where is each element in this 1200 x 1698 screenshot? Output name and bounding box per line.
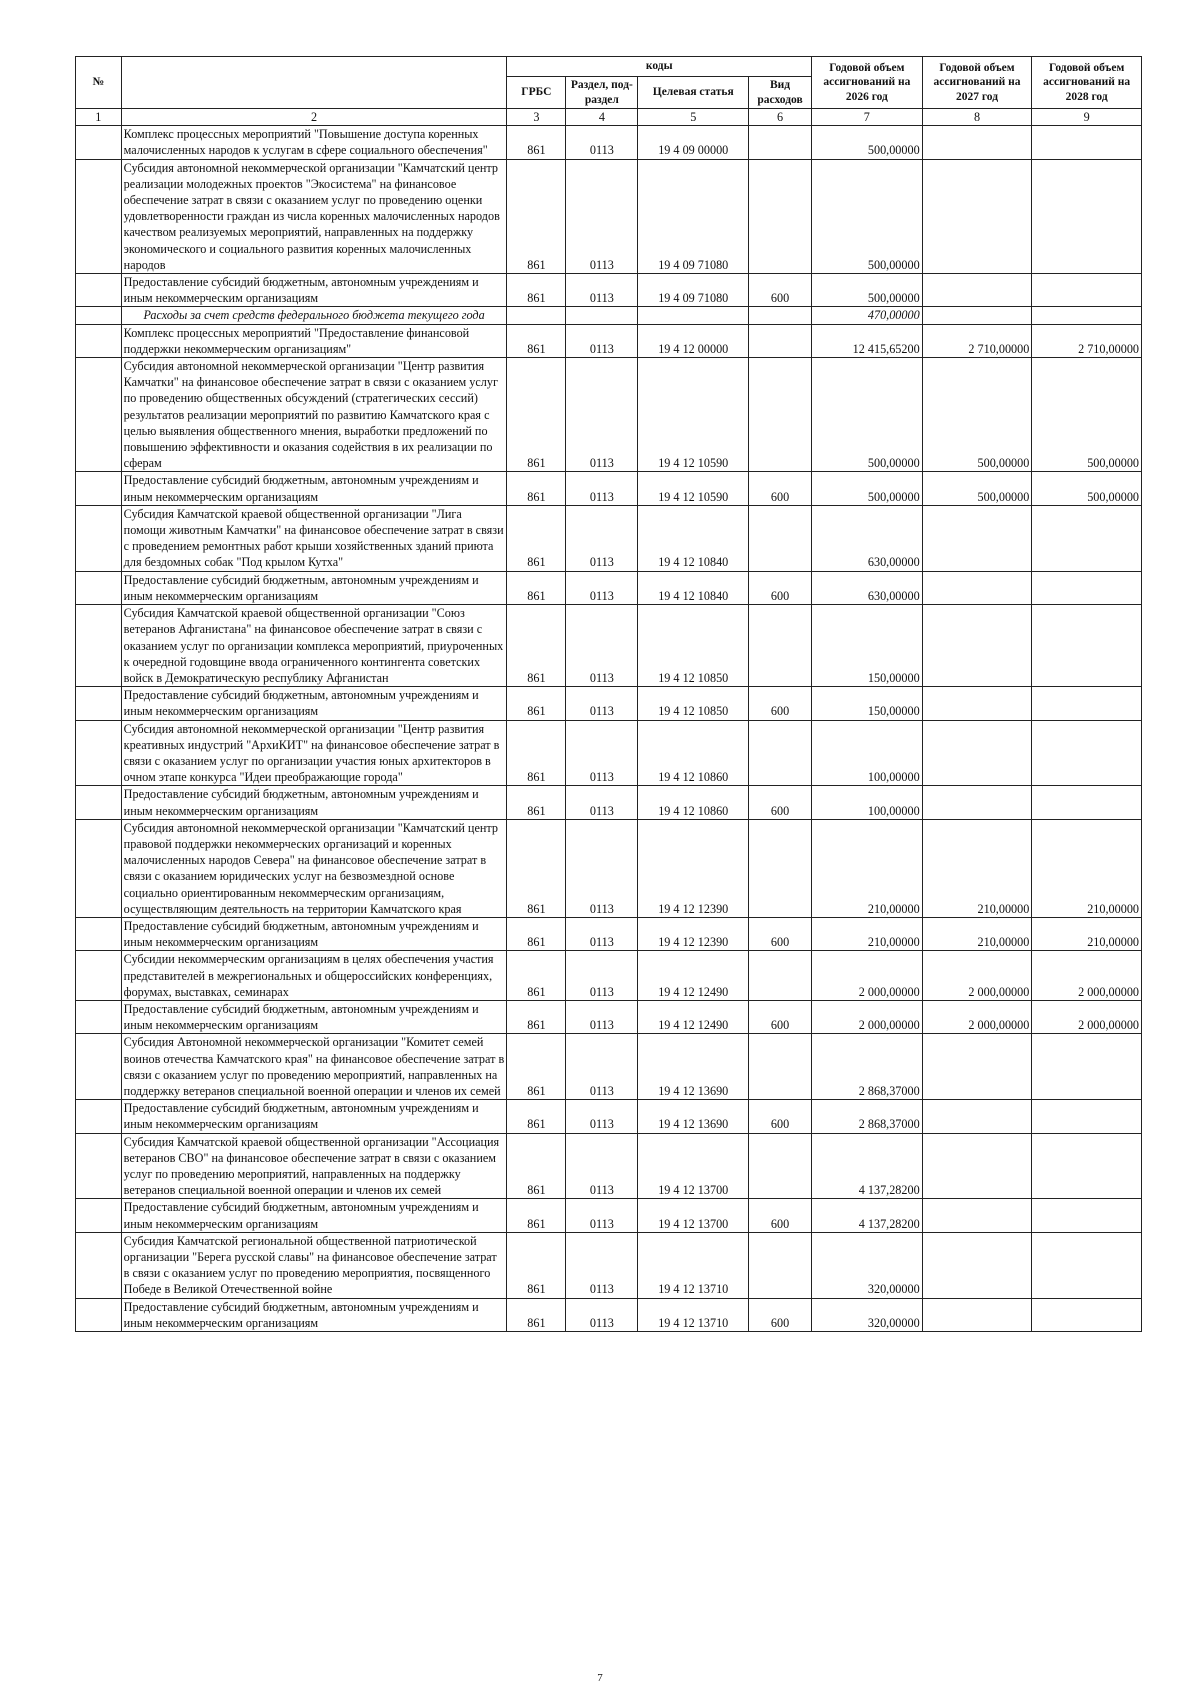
page-number: 7 [597,1672,603,1684]
column-number: 9 [1032,109,1142,126]
row-amount-2028: 210,00000 [1032,917,1142,950]
row-grbs: 861 [507,1034,566,1100]
row-grbs: 861 [507,571,566,604]
row-section: 0113 [566,126,638,159]
row-kind [749,126,812,159]
row-amount-2026: 2 868,37000 [812,1100,923,1133]
row-grbs: 861 [507,358,566,472]
row-amount-2026: 2 000,00000 [812,951,923,1001]
row-amount-2026: 4 137,28200 [812,1133,923,1199]
table-row [76,126,1142,159]
row-name: Субсидия автономной некоммерческой организации "Камчатский центр реализации молодежных проектов "Экосистема" на финансовое обеспечение затрат в связи с оказанием услуг по проведению оценки удовлетворенности граждан из числа коренных малочисленных народов качеством реализуемых мероприятий, направленных на поддержку экономического и социального развития коренных малочисленных народов [121,159,507,273]
row-section: 0113 [566,1133,638,1199]
table-row [76,1100,1142,1133]
table-row [76,1000,1142,1033]
note-row [76,307,1142,324]
row-target: 19 4 12 10840 [638,571,749,604]
row-amount-2027: 2 000,00000 [922,951,1032,1001]
row-number [76,786,122,819]
header-kind: Вид расходов [749,77,812,109]
row-name: Субсидии некоммерческим организациям в целях обеспечения участия представителей в межрегиональных и общероссийских конференциях, форумах, выставках, семинарах [121,951,507,1001]
row-grbs: 861 [507,126,566,159]
table-row [76,324,1142,357]
row-kind: 600 [749,917,812,950]
row-target: 19 4 12 12490 [638,951,749,1001]
row-amount-2028: 2 000,00000 [1032,1000,1142,1033]
row-amount-2028: 500,00000 [1032,358,1142,472]
table-row [76,571,1142,604]
row-grbs: 861 [507,786,566,819]
row-name: Расходы за счет средств федерального бюджета текущего года [121,307,507,324]
budget-table [75,56,1142,1332]
row-grbs: 861 [507,1100,566,1133]
row-kind [749,1232,812,1298]
row-target: 19 4 09 00000 [638,126,749,159]
row-target: 19 4 12 13710 [638,1232,749,1298]
column-number-row [76,109,1142,126]
row-amount-2027 [922,687,1032,720]
row-amount-2028 [1032,687,1142,720]
row-target: 19 4 12 10860 [638,720,749,786]
row-amount-2028 [1032,786,1142,819]
header-2027: Годовой объем ассигнований на 2027 год [922,57,1032,109]
row-section: 0113 [566,687,638,720]
row-grbs: 861 [507,605,566,687]
row-amount-2027 [922,1298,1032,1331]
row-amount-2026: 4 137,28200 [812,1199,923,1232]
row-number [76,1133,122,1199]
row-grbs: 861 [507,917,566,950]
row-kind [749,605,812,687]
table-row [76,1133,1142,1199]
row-grbs: 861 [507,505,566,571]
header-2028: Годовой объем ассигнований на 2028 год [1032,57,1142,109]
row-amount-2027 [922,1232,1032,1298]
row-kind [749,358,812,472]
row-name: Предоставление субсидий бюджетным, автономным учреждениям и иным некоммерческим организациям [121,1000,507,1033]
row-kind: 600 [749,687,812,720]
row-grbs: 861 [507,819,566,917]
row-target: 19 4 12 13700 [638,1199,749,1232]
table-row [76,786,1142,819]
row-amount-2027 [922,307,1032,324]
header-section: Раздел, под-раздел [566,77,638,109]
header-target: Целевая статья [638,77,749,109]
column-number: 1 [76,109,122,126]
table-row [76,720,1142,786]
table-row [76,472,1142,505]
table-row [76,274,1142,307]
table-row [76,358,1142,472]
row-target: 19 4 12 13690 [638,1034,749,1100]
column-number: 5 [638,109,749,126]
row-amount-2026: 470,00000 [812,307,923,324]
row-number [76,1000,122,1033]
row-name: Предоставление субсидий бюджетным, автономным учреждениям и иным некоммерческим организациям [121,1100,507,1133]
row-number [76,307,122,324]
row-amount-2026: 150,00000 [812,687,923,720]
row-target: 19 4 12 10840 [638,505,749,571]
row-target: 19 4 12 00000 [638,324,749,357]
row-section: 0113 [566,1298,638,1331]
row-section: 0113 [566,720,638,786]
row-amount-2028 [1032,126,1142,159]
row-amount-2028: 2 000,00000 [1032,951,1142,1001]
row-amount-2027 [922,159,1032,273]
row-section: 0113 [566,358,638,472]
row-amount-2026: 210,00000 [812,917,923,950]
row-amount-2028 [1032,1034,1142,1100]
row-section: 0113 [566,274,638,307]
row-section: 0113 [566,159,638,273]
row-target: 19 4 12 13710 [638,1298,749,1331]
row-amount-2026: 12 415,65200 [812,324,923,357]
row-amount-2028 [1032,571,1142,604]
row-grbs: 861 [507,1232,566,1298]
row-section: 0113 [566,951,638,1001]
row-amount-2027 [922,274,1032,307]
row-number [76,819,122,917]
row-name: Предоставление субсидий бюджетным, автономным учреждениям и иным некоммерческим организациям [121,687,507,720]
row-number [76,687,122,720]
row-target [638,307,749,324]
row-amount-2026: 320,00000 [812,1298,923,1331]
row-number [76,1034,122,1100]
row-amount-2026: 630,00000 [812,571,923,604]
row-number [76,358,122,472]
row-amount-2027: 500,00000 [922,358,1032,472]
row-target: 19 4 12 12390 [638,819,749,917]
row-amount-2027: 210,00000 [922,819,1032,917]
row-kind [749,307,812,324]
row-grbs: 861 [507,1298,566,1331]
row-amount-2028 [1032,1199,1142,1232]
table-row [76,1298,1142,1331]
row-grbs: 861 [507,274,566,307]
row-kind: 600 [749,786,812,819]
row-grbs: 861 [507,720,566,786]
column-number: 3 [507,109,566,126]
row-target: 19 4 09 71080 [638,159,749,273]
table-row [76,687,1142,720]
row-number [76,274,122,307]
row-amount-2027: 2 000,00000 [922,1000,1032,1033]
row-section: 0113 [566,571,638,604]
row-amount-2028 [1032,1100,1142,1133]
row-name: Предоставление субсидий бюджетным, автономным учреждениям и иным некоммерческим организациям [121,786,507,819]
row-amount-2027 [922,1133,1032,1199]
row-name: Комплекс процессных мероприятий "Предоставление финансовой поддержки некоммерческим организациям" [121,324,507,357]
row-target: 19 4 12 12390 [638,917,749,950]
row-amount-2028 [1032,1298,1142,1331]
row-number [76,505,122,571]
row-amount-2028: 2 710,00000 [1032,324,1142,357]
row-target: 19 4 12 13700 [638,1133,749,1199]
row-grbs: 861 [507,1133,566,1199]
row-amount-2027 [922,786,1032,819]
table-row [76,819,1142,917]
row-amount-2028: 500,00000 [1032,472,1142,505]
row-amount-2027 [922,1034,1032,1100]
header-codes: коды [507,57,812,77]
row-amount-2027 [922,505,1032,571]
row-amount-2026: 2 868,37000 [812,1034,923,1100]
row-amount-2026: 500,00000 [812,126,923,159]
row-amount-2026: 500,00000 [812,358,923,472]
row-amount-2028 [1032,605,1142,687]
row-amount-2028 [1032,307,1142,324]
row-number [76,1199,122,1232]
row-section: 0113 [566,324,638,357]
row-number [76,472,122,505]
row-target: 19 4 12 10590 [638,358,749,472]
table-row [76,159,1142,273]
row-kind [749,1133,812,1199]
table-row [76,1034,1142,1100]
row-name: Комплекс процессных мероприятий "Повышение доступа коренных малочисленных народов к услугам в сфере социального обеспечения" [121,126,507,159]
row-kind [749,1034,812,1100]
row-amount-2027 [922,126,1032,159]
row-kind [749,324,812,357]
row-amount-2026: 2 000,00000 [812,1000,923,1033]
row-number [76,159,122,273]
row-kind [749,505,812,571]
table-row [76,1199,1142,1232]
row-kind [749,159,812,273]
row-amount-2028 [1032,274,1142,307]
row-kind: 600 [749,1298,812,1331]
row-amount-2027 [922,605,1032,687]
row-amount-2027: 210,00000 [922,917,1032,950]
column-number: 7 [812,109,923,126]
row-kind: 600 [749,571,812,604]
row-section: 0113 [566,1034,638,1100]
row-amount-2028 [1032,1232,1142,1298]
row-amount-2026: 500,00000 [812,159,923,273]
row-section: 0113 [566,1100,638,1133]
row-amount-2028: 210,00000 [1032,819,1142,917]
row-name: Субсидия автономной некоммерческой организации "Камчатский центр правовой поддержки некоммерческих организаций и коренных малочисленных народов Севера" на финансовое обеспечение затрат в связи с оказанием юридических услуг на безвозмездной основе социально ориентированным некоммерческим организациям, осуществляющим деятельность на территории Камчатского края [121,819,507,917]
row-name: Субсидия Камчатской краевой общественной организации "Союз ветеранов Афганистана" на финансовое обеспечение затрат в связи с оказанием услуг по организации комплекса мероприятий, приуроченных к очередной годовщине ввода ограниченного контингента советских войск в Демократическую республику Афганистан [121,605,507,687]
row-name: Предоставление субсидий бюджетным, автономным учреждениям и иным некоммерческим организациям [121,917,507,950]
row-kind [749,720,812,786]
row-grbs: 861 [507,324,566,357]
row-amount-2026: 100,00000 [812,786,923,819]
table-row [76,951,1142,1001]
row-number [76,324,122,357]
table-row [76,917,1142,950]
row-number [76,951,122,1001]
table-row [76,505,1142,571]
row-section: 0113 [566,819,638,917]
row-amount-2027 [922,1199,1032,1232]
row-section: 0113 [566,605,638,687]
row-kind: 600 [749,1000,812,1033]
row-kind [749,951,812,1001]
row-name: Предоставление субсидий бюджетным, автономным учреждениям и иным некоммерческим организациям [121,472,507,505]
row-section: 0113 [566,505,638,571]
row-name: Субсидия автономной некоммерческой организации "Центр развития Камчатки" на финансовое обеспечение затрат в связи с оказанием услуг по проведению общественных обсуждений (стратегических сессий) результатов реализации мероприятий по развитию Камчатского края с целью выявления общественного мнения, выработки предложений по повышению эффективности и оказания содействия в их реализации по сферам [121,358,507,472]
row-number [76,720,122,786]
row-section: 0113 [566,1000,638,1033]
column-number: 4 [566,109,638,126]
row-amount-2026: 500,00000 [812,274,923,307]
row-amount-2028 [1032,1133,1142,1199]
table-row [76,605,1142,687]
row-grbs: 861 [507,472,566,505]
row-grbs: 861 [507,1199,566,1232]
row-name: Субсидия Камчатской краевой общественной организации "Ассоциация ветеранов СВО" на финансовое обеспечение затрат в связи с оказанием услуг по проведению мероприятий, направленных на поддержку ветеранов специальной военной операции и членов их семей [121,1133,507,1199]
row-section: 0113 [566,917,638,950]
row-amount-2026: 100,00000 [812,720,923,786]
column-number: 2 [121,109,507,126]
row-grbs: 861 [507,687,566,720]
row-amount-2027 [922,571,1032,604]
row-target: 19 4 12 10860 [638,786,749,819]
header-2026: Годовой объем ассигнований на 2026 год [812,57,923,109]
row-grbs [507,307,566,324]
row-name: Субсидия Автономной некоммерческой организации "Комитет семей воинов отечества Камчатского края" на финансовое обеспечение затрат в связи с оказанием услуг по проведению мероприятий, направленных на поддержку ветеранов специальной военной операции и членов их семей [121,1034,507,1100]
header-grbs: ГРБС [507,77,566,109]
row-amount-2026: 500,00000 [812,472,923,505]
row-grbs: 861 [507,1000,566,1033]
row-target: 19 4 09 71080 [638,274,749,307]
row-number [76,1232,122,1298]
row-amount-2026: 210,00000 [812,819,923,917]
row-amount-2028 [1032,720,1142,786]
row-amount-2028 [1032,159,1142,273]
row-name: Предоставление субсидий бюджетным, автономным учреждениям и иным некоммерческим организациям [121,1199,507,1232]
row-section: 0113 [566,1232,638,1298]
row-name: Предоставление субсидий бюджетным, автономным учреждениям и иным некоммерческим организациям [121,274,507,307]
column-number: 8 [922,109,1032,126]
row-number [76,571,122,604]
row-target: 19 4 12 13690 [638,1100,749,1133]
table-row [76,1232,1142,1298]
row-section: 0113 [566,786,638,819]
row-amount-2027: 2 710,00000 [922,324,1032,357]
row-amount-2026: 630,00000 [812,505,923,571]
row-target: 19 4 12 10590 [638,472,749,505]
row-number [76,126,122,159]
row-amount-2027 [922,1100,1032,1133]
row-name: Субсидия Камчатской краевой общественной организации "Лига помощи животным Камчатки" на финансовое обеспечение затрат в связи с проведением ремонтных работ крыши хозяйственных зданий приюта для бездомных собак "Под крылом Кутха" [121,505,507,571]
row-grbs: 861 [507,951,566,1001]
row-kind: 600 [749,1199,812,1232]
row-number [76,605,122,687]
row-section: 0113 [566,472,638,505]
row-name: Предоставление субсидий бюджетным, автономным учреждениям и иным некоммерческим организациям [121,1298,507,1331]
row-name: Субсидия автономной некоммерческой организации "Центр развития креативных индустрий "АрхиКИТ" на финансовое обеспечение затрат в связи с оказанием услуг по организации участия юных архитекторов в очном этапе конкурса "Идеи преображающие города" [121,720,507,786]
row-kind: 600 [749,1100,812,1133]
row-section [566,307,638,324]
row-number [76,1298,122,1331]
row-amount-2028 [1032,505,1142,571]
row-amount-2027 [922,720,1032,786]
header-name [121,57,507,109]
row-target: 19 4 12 10850 [638,605,749,687]
column-number: 6 [749,109,812,126]
row-section: 0113 [566,1199,638,1232]
header-num: № [76,57,122,109]
row-name: Субсидия Камчатской региональной общественной патриотической организации "Берега русской славы" на финансовое обеспечение затрат в связи с оказанием услуг по проведению мероприятия, посвященного Победе в Великой Отечественной войне [121,1232,507,1298]
row-amount-2027: 500,00000 [922,472,1032,505]
row-grbs: 861 [507,159,566,273]
row-name: Предоставление субсидий бюджетным, автономным учреждениям и иным некоммерческим организациям [121,571,507,604]
row-kind: 600 [749,472,812,505]
row-number [76,917,122,950]
row-kind [749,819,812,917]
row-amount-2026: 150,00000 [812,605,923,687]
row-kind: 600 [749,274,812,307]
row-target: 19 4 12 10850 [638,687,749,720]
row-number [76,1100,122,1133]
row-amount-2026: 320,00000 [812,1232,923,1298]
row-target: 19 4 12 12490 [638,1000,749,1033]
